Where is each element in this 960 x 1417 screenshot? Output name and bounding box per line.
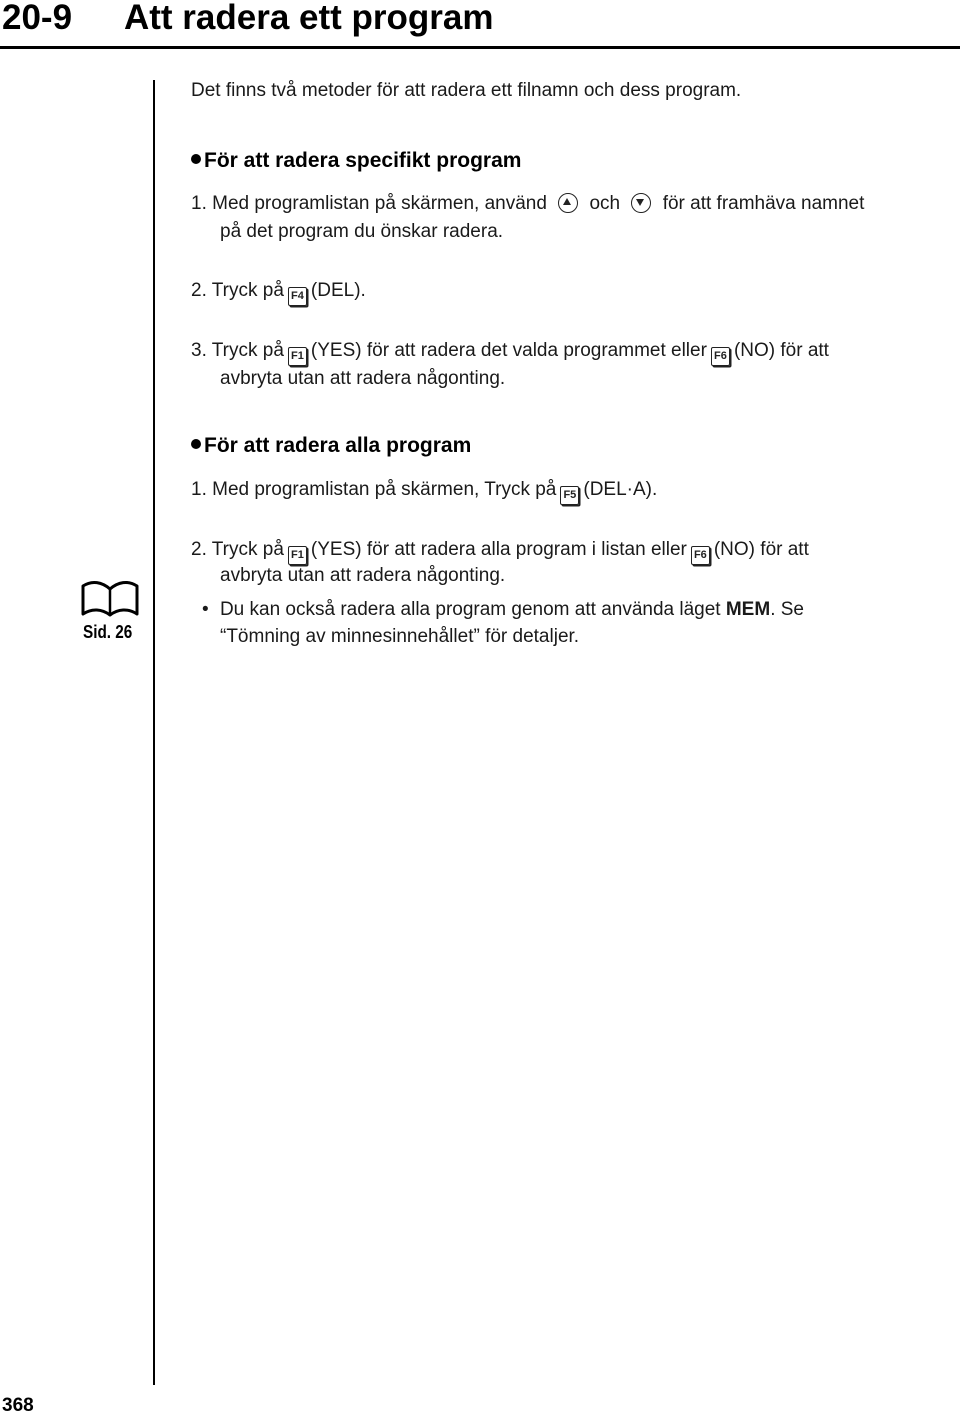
s1-step2: 2. Tryck på F4 (DEL).: [191, 278, 366, 306]
bullet-dot-icon: [191, 154, 201, 164]
f4-key-icon: F4: [288, 287, 307, 306]
section1-heading: För att radera specifikt program: [191, 148, 521, 174]
title-rule: [0, 46, 960, 49]
section-number: 20-9: [2, 0, 73, 37]
s2-step2-line2: avbryta utan att radera någonting.: [220, 565, 506, 586]
s1-step3-line1: 3. Tryck på F1 (YES) för att radera det valda programmet eller F6 (NO) för att: [191, 338, 829, 366]
s1-step1-line1: 1. Med programlistan på skärmen, använd och för att framhäva namnet: [191, 193, 865, 214]
f5-key-icon: F5: [560, 486, 579, 505]
cursor-down-key-icon: [631, 193, 651, 213]
cursor-up-key-icon: [558, 193, 578, 213]
book-reference-icon: [80, 580, 140, 620]
page-title: [2, 0, 494, 36]
bullet-dot-icon: [191, 439, 201, 449]
f1-key-icon: F1: [288, 347, 307, 366]
s1-step3-line2: avbryta utan att radera någonting.: [220, 368, 506, 389]
mem-mode-label: MEM: [725, 599, 771, 620]
section2-heading: För att radera alla program: [191, 433, 471, 459]
f1-key-icon: F1: [288, 546, 307, 565]
margin-rule: [153, 80, 155, 1385]
s1-step1-line2: på det program du önskar radera.: [220, 221, 504, 242]
page-reference-label: Sid. 26: [83, 622, 133, 642]
s2-note-line1: • Du kan också radera alla program genom att använda läget MEM. Se: [202, 599, 804, 620]
section-title: Att radera ett program: [124, 0, 494, 37]
s2-step2-line1: 2. Tryck på F1 (YES) för att radera alla program i listan eller F6 (NO) för att: [191, 537, 809, 565]
s2-step1: 1. Med programlistan på skärmen, Tryck på F5 (DEL·A).: [191, 477, 657, 505]
page-number: 368: [2, 1395, 34, 1416]
f6-key-icon: F6: [711, 347, 730, 366]
intro-text: Det finns två metoder för att radera ett filnamn och dess program.: [191, 80, 742, 101]
f6-key-icon: F6: [691, 546, 710, 565]
s2-note-line2: “Tömning av minnesinnehållet” för detaljer.: [220, 626, 580, 647]
